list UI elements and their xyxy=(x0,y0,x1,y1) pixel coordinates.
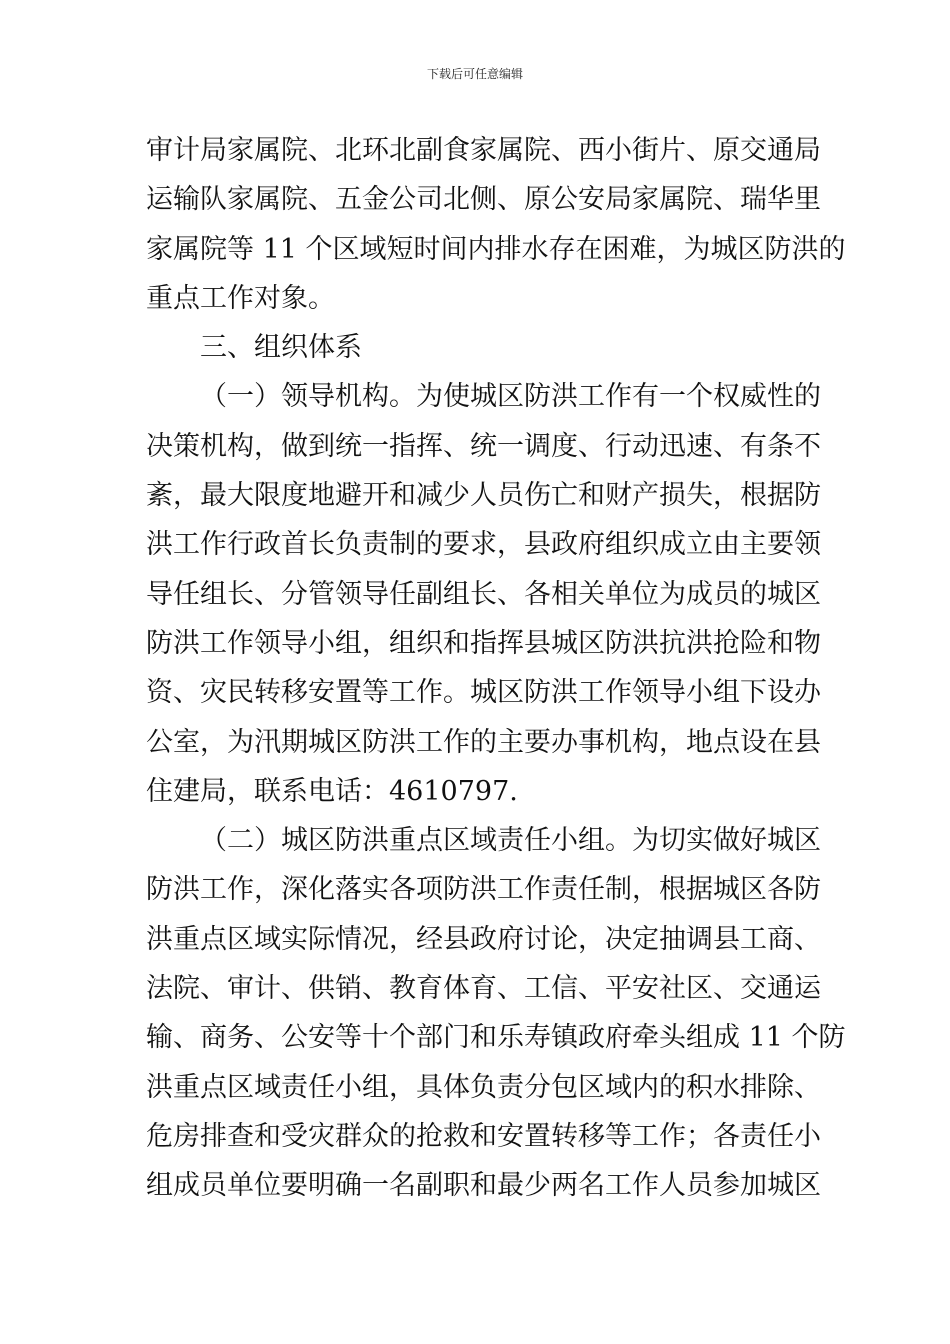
text-line: 输、商务、公安等十个部门和乐寿镇政府牵头组成 11 个防 xyxy=(146,1022,846,1054)
text-line: 资、灾民转移安置等工作。城区防洪工作领导小组下设办 xyxy=(146,677,821,709)
document-body xyxy=(146,126,846,1211)
text-line: （二）城区防洪重点区域责任小组。为切实做好城区 xyxy=(200,825,821,857)
text-line: 决策机构，做到统一指挥、统一调度、行动迅速、有条不 xyxy=(146,430,821,462)
text-line: 组成员单位要明确一名副职和最少两名工作人员参加城区 xyxy=(146,1170,821,1202)
text-line: 防洪工作领导小组，组织和指挥县城区防洪抗洪抢险和物 xyxy=(146,627,821,659)
text-line: 导任组长、分管领导任副组长、各相关单位为成员的城区 xyxy=(146,578,821,610)
section-heading: 三、组织体系 xyxy=(200,332,362,364)
text-line: 公室，为汛期城区防洪工作的主要办事机构，地点设在县 xyxy=(146,726,821,758)
text-line: 家属院等 11 个区域短时间内排水存在困难，为城区防洪的 xyxy=(146,233,846,265)
text-line: 审计局家属院、北环北副食家属院、西小街片、原交通局 xyxy=(146,135,821,166)
text-line: 重点工作对象。 xyxy=(146,282,335,314)
text-line: 住建局，联系电话：4610797. xyxy=(146,775,518,807)
page-header: 下载后可任意编辑 xyxy=(426,67,523,81)
text-line: 紊，最大限度地避开和减少人员伤亡和财产损失，根据防 xyxy=(146,480,821,512)
text-line: （一）领导机构。为使城区防洪工作有一个权威性的 xyxy=(200,381,821,413)
text-line: 防洪工作，深化落实各项防洪工作责任制，根据城区各防 xyxy=(146,874,821,906)
text-line: 洪工作行政首长负责制的要求，县政府组织成立由主要领 xyxy=(146,529,821,561)
text-line: 洪重点区域责任小组，具体负责分包区域内的积水排除、 xyxy=(146,1071,821,1103)
text-line: 法院、审计、供销、教育体育、工信、平安社区、交通运 xyxy=(146,973,821,1005)
text-line: 运输队家属院、五金公司北侧、原公安局家属院、瑞华里 xyxy=(146,184,821,216)
text-line: 危房排查和受灾群众的抢救和安置转移等工作；各责任小 xyxy=(146,1120,821,1152)
text-line: 洪重点区域实际情况，经县政府讨论，决定抽调县工商、 xyxy=(146,923,821,955)
